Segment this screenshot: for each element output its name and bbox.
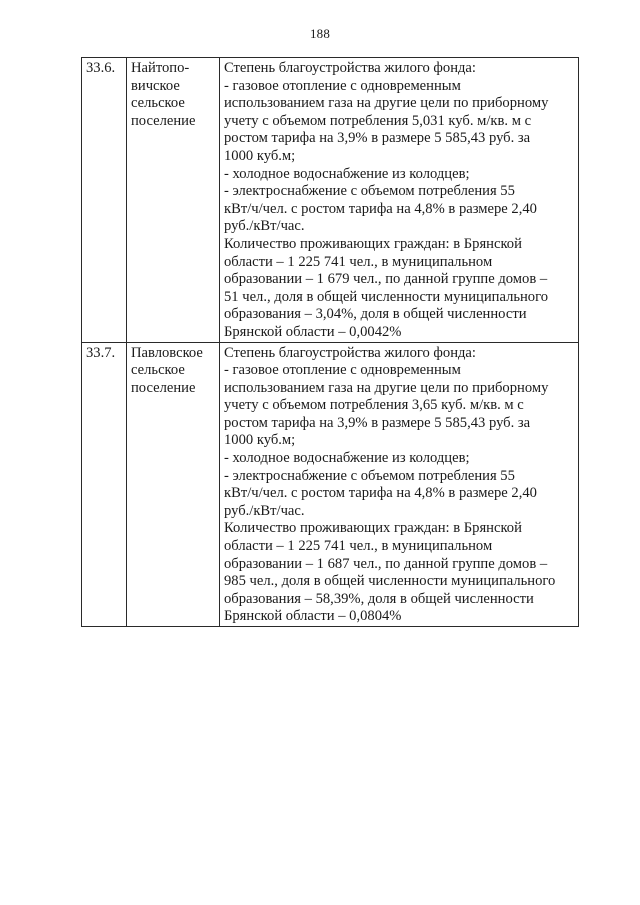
description-line: области – 1 225 741 чел., в муниципальном [224,253,493,270]
description-line: образовании – 1 687 чел., по данной группе домов – [224,555,548,572]
description-line: учету с объемом потребления 3,65 куб. м/кв. м с [224,397,524,414]
settlement-name-line: поселение [131,379,196,396]
description-line: Брянской области – 0,0042% [224,323,402,340]
page-number: 188 [309,26,331,41]
description-line: - газовое отопление с одновременным [224,77,461,94]
description-line: кВт/ч/чел. с ростом тарифа на 4,8% в размере 2,40 [224,200,537,217]
data-table [81,57,579,627]
description-line: образования – 3,04%, доля в общей численности [224,306,527,323]
row-number: 33.7. [86,344,116,361]
settlement-name-cell [127,58,220,343]
description-line: образования – 58,39%, доля в общей численности [224,590,534,607]
settlement-name-line: сельское [131,362,185,379]
description-line: руб./кВт/час. [224,502,305,519]
description-line: области – 1 225 741 чел., в муниципальном [224,538,493,555]
settlement-name-line: Найтопо- [131,60,190,76]
settlement-name-line: Павловское [131,344,203,361]
settlement-name-line: поселение [131,112,196,129]
description-line: - холодное водоснабжение из колодцев; [224,450,470,467]
settlement-name-line: вичское [131,77,180,94]
description-line: - электроснабжение с объемом потребления 55 [224,467,515,484]
description-line: Количество проживающих граждан: в Брянской [224,235,522,252]
row-number-cell [82,58,127,343]
row-number: 33.6. [86,60,116,76]
description-line: Брянской области – 0,0804% [224,608,402,625]
description-line: ростом тарифа на 3,9% в размере 5 585,43 руб. за [224,414,531,431]
description-line: Степень благоустройства жилого фонда: [224,60,476,76]
description-line: учету с объемом потребления 5,031 куб. м/кв. м с [224,112,532,129]
description-line: образовании – 1 679 чел., по данной группе домов – [224,271,548,288]
description-line: руб./кВт/час. [224,218,305,235]
description-line: - электроснабжение с объемом потребления 55 [224,183,515,200]
table-row [82,342,579,627]
table-row [82,58,579,343]
description-line: - газовое отопление с одновременным [224,362,461,379]
description-line: использованием газа на другие цели по приборному [224,95,549,112]
row-number-cell [82,342,127,627]
description-line: Количество проживающих граждан: в Брянской [224,520,522,537]
description-line: 1000 куб.м; [224,432,296,449]
description-line: - холодное водоснабжение из колодцев; [224,165,470,182]
description-line: 985 чел., доля в общей численности муниципального [224,573,556,590]
description-line: ростом тарифа на 3,9% в размере 5 585,43 руб. за [224,130,531,147]
settlement-name-cell [127,342,220,627]
description-cell [220,58,579,343]
description-line: Степень благоустройства жилого фонда: [224,344,476,361]
settlement-name-line: сельское [131,95,185,112]
description-line: кВт/ч/чел. с ростом тарифа на 4,8% в размере 2,40 [224,485,537,502]
description-line: использованием газа на другие цели по приборному [224,379,549,396]
description-line: 51 чел., доля в общей численности муниципального [224,288,549,305]
description-line: 1000 куб.м; [224,147,296,164]
description-cell [220,342,579,627]
